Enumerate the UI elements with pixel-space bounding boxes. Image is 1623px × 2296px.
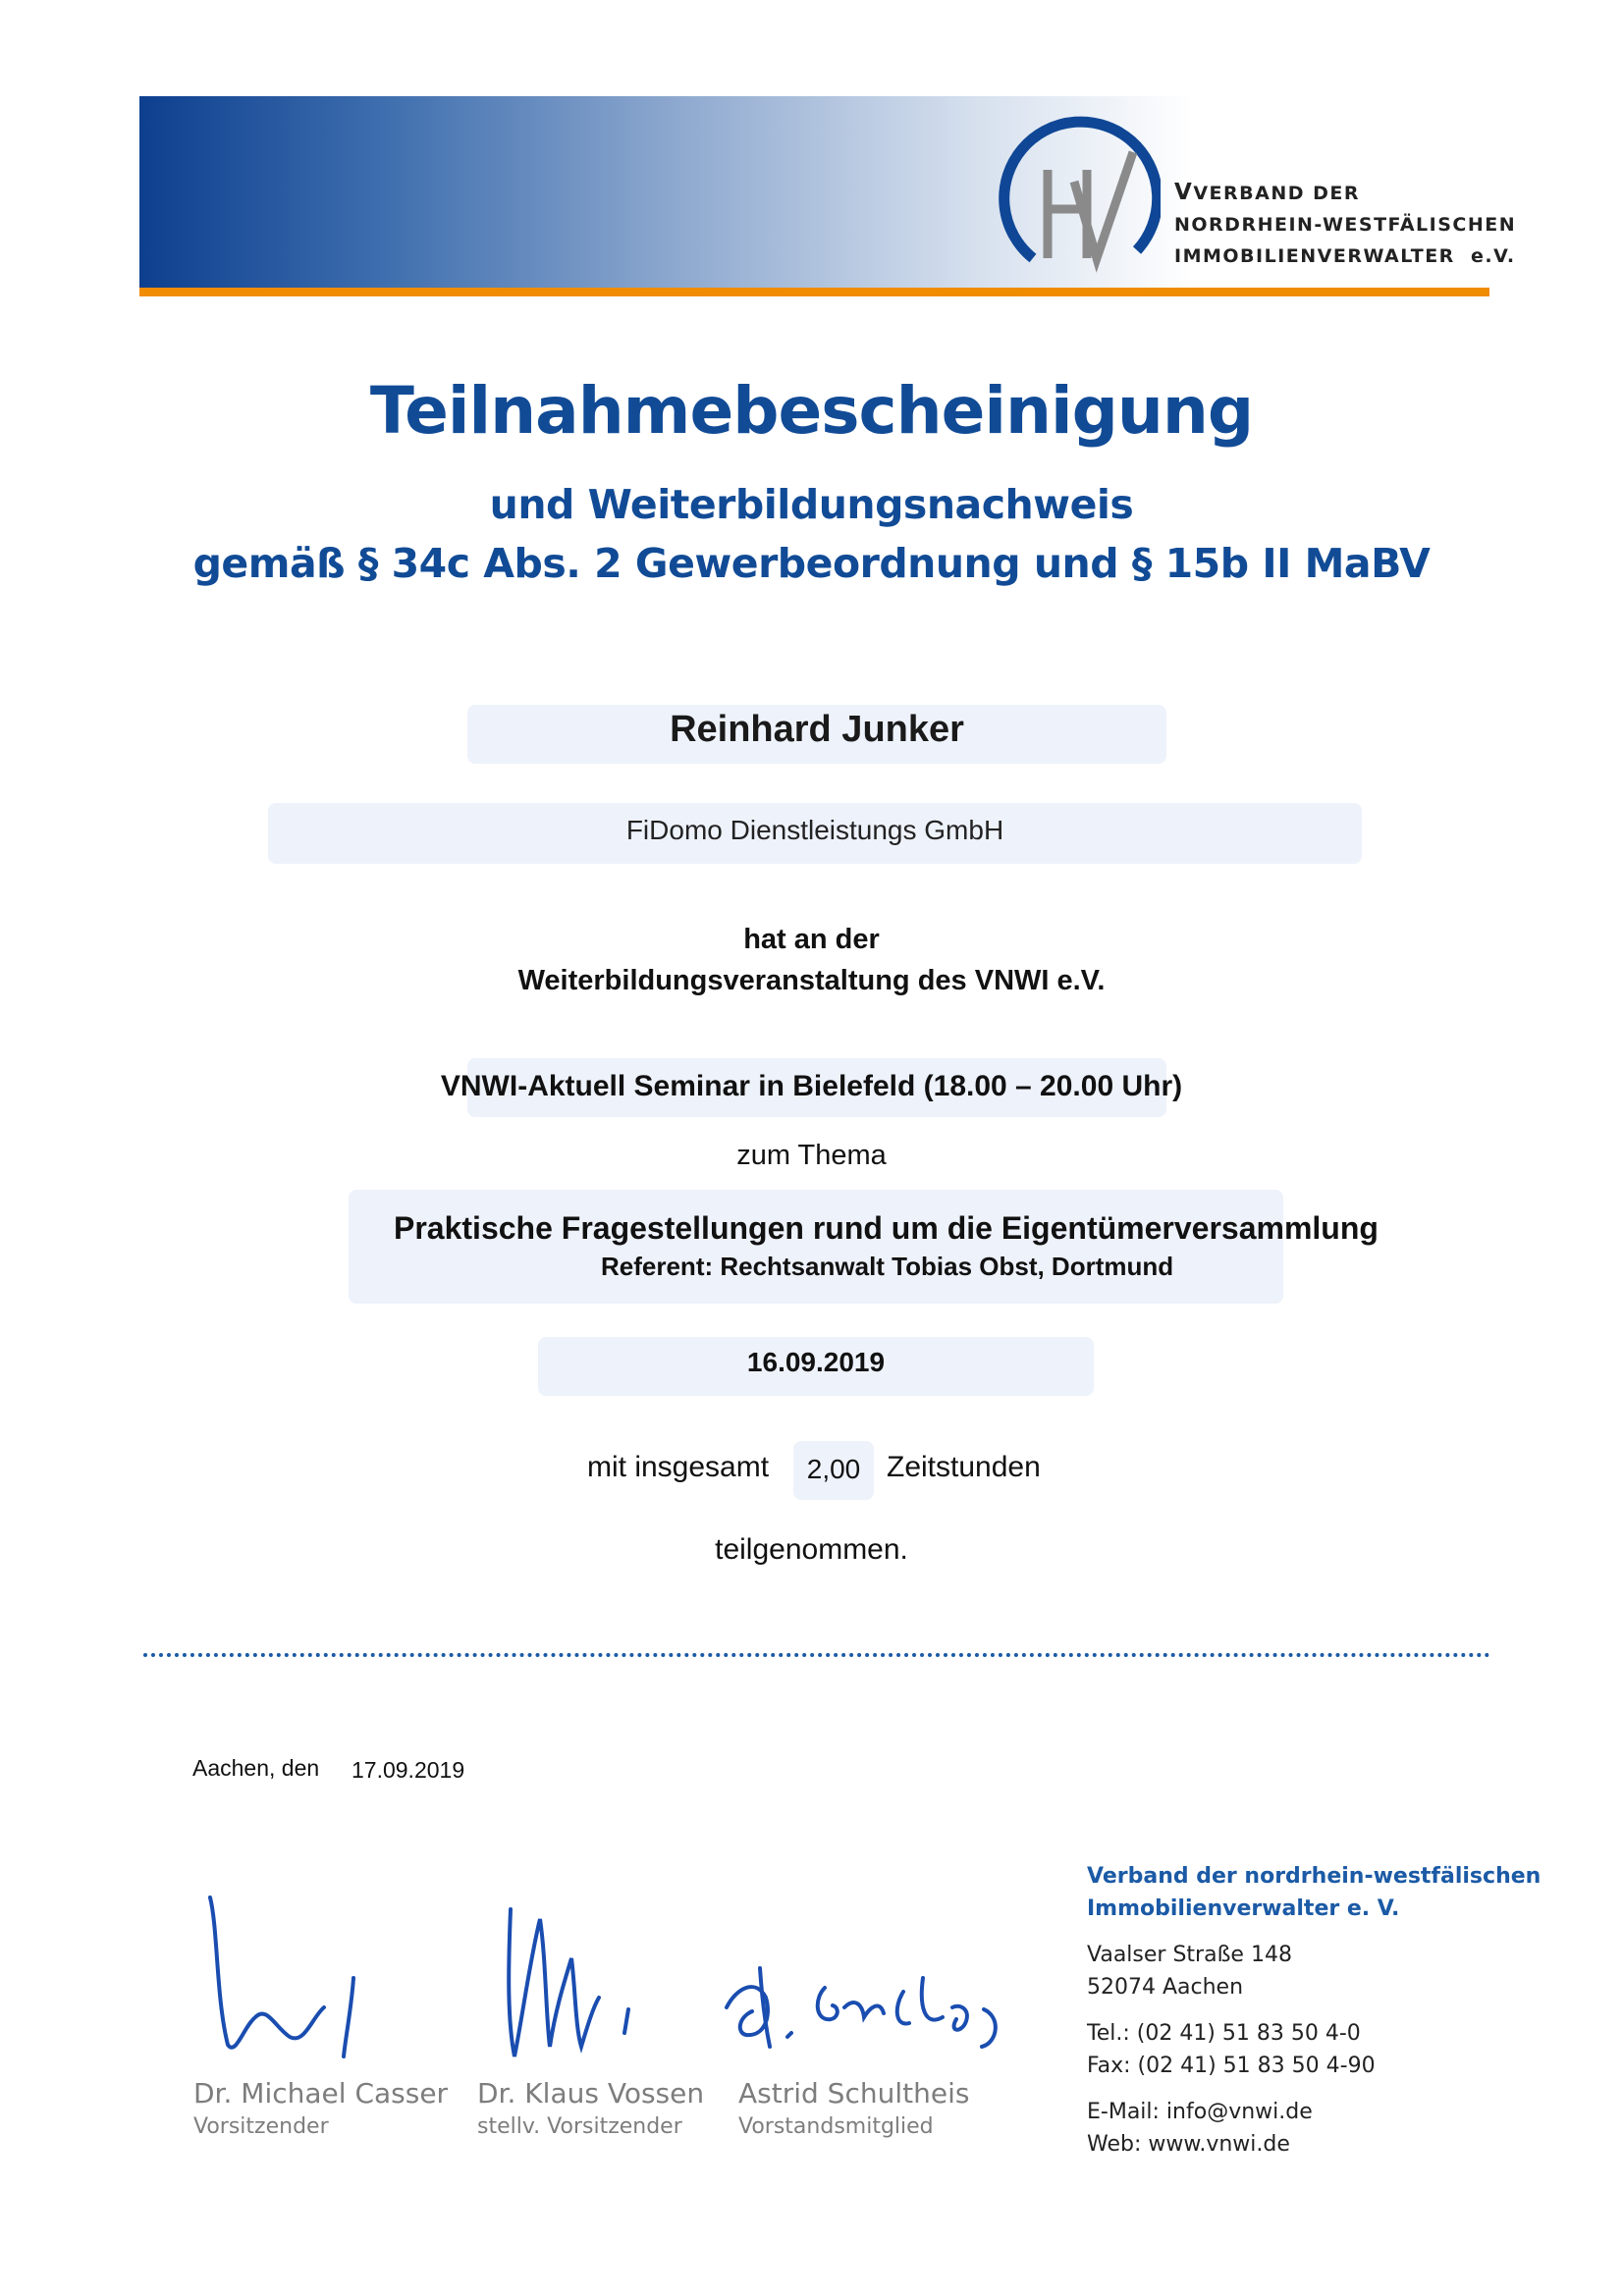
organization-name [1174, 177, 1517, 272]
org-name-line-3-text: IMMOBILIENVERWALTER [1174, 245, 1455, 267]
event-name: VNWI-Aktuell Seminar in Bielefeld (18.00 – 20.00 Uhr) [440, 1070, 1183, 1102]
org-name-line-1-text: VERBAND DER [1193, 183, 1360, 204]
contact-email: E-Mail: info@vnwi.de [1087, 2100, 1313, 2124]
org-name-line-1 [1174, 177, 1498, 209]
topic-title: Praktische Fragestellungen rund um die Eigentümerversammlung [394, 1210, 1379, 1246]
contact-org-line-2: Immobilienverwalter e. V. [1087, 1896, 1400, 1921]
dotted-divider [143, 1653, 1490, 1657]
place-label: Aachen, den [192, 1755, 320, 1781]
signatory-2-name: Dr. Klaus Vossen [477, 2077, 705, 2109]
topic-label: zum Thema [736, 1140, 887, 1171]
hours-prefix: mit insgesamt [587, 1451, 770, 1483]
signatory-2-role: stellv. Vorsitzender [477, 2114, 682, 2139]
signatory-1-role: Vorsitzender [193, 2114, 329, 2139]
page-title: Teilnahmebescheinigung [369, 373, 1254, 449]
signatory-3-role: Vorstandsmitglied [738, 2114, 934, 2139]
signature-casser [196, 1890, 373, 2066]
contact-org-line-1: Verband der nordrhein-westfälischen [1087, 1864, 1542, 1889]
intro-line-2: Weiterbildungsveranstaltung des VNWI e.V. [517, 965, 1106, 996]
signature-vossen [491, 1899, 648, 2066]
signatory-1-name: Dr. Michael Casser [193, 2077, 449, 2109]
hours-suffix: Zeitstunden [887, 1451, 1041, 1483]
header-accent-rule [139, 288, 1489, 296]
contact-city: 52074 Aachen [1087, 1975, 1244, 2000]
org-name-line-3 [1174, 240, 1516, 272]
participant-name: Reinhard Junker [670, 709, 964, 750]
subtitle-1: und Weiterbildungsnachweis [489, 481, 1134, 528]
org-name-line-4-text: e.V. [1471, 245, 1516, 267]
issue-date: 17.09.2019 [352, 1757, 465, 1783]
intro-line-1: hat an der [743, 924, 880, 955]
participated-text: teilgenommen. [715, 1533, 908, 1566]
contact-tel: Tel.: (02 41) 51 83 50 4-0 [1087, 2021, 1361, 2046]
contact-street: Vaalser Straße 148 [1087, 1943, 1292, 1967]
org-name-line-2-text: NORDRHEIN-WESTFÄLISCHEN [1174, 214, 1517, 236]
event-date: 16.09.2019 [746, 1347, 886, 1377]
contact-block [1087, 1860, 1578, 2161]
subtitle-2: gemäß § 34c Abs. 2 Gewerbeordnung und § 15b II MaBV [192, 540, 1431, 587]
speaker: Referent: Rechtsanwalt Tobias Obst, Dortmund [601, 1252, 1174, 1281]
topic-field [349, 1190, 1283, 1304]
signatory-3-name: Astrid Schultheis [738, 2077, 970, 2109]
contact-web: Web: www.vnwi.de [1087, 2132, 1290, 2157]
vnwi-hv-logo-icon [994, 113, 1161, 280]
signature-schultheis [717, 1949, 1011, 2066]
contact-fax: Fax: (02 41) 51 83 50 4-90 [1087, 2054, 1376, 2078]
hours-value: 2,00 [806, 1454, 861, 1484]
org-name-v: V [1174, 180, 1194, 205]
org-name-line-2 [1174, 209, 1517, 240]
company-name: FiDomo Dienstleistungs GmbH [625, 815, 1004, 845]
